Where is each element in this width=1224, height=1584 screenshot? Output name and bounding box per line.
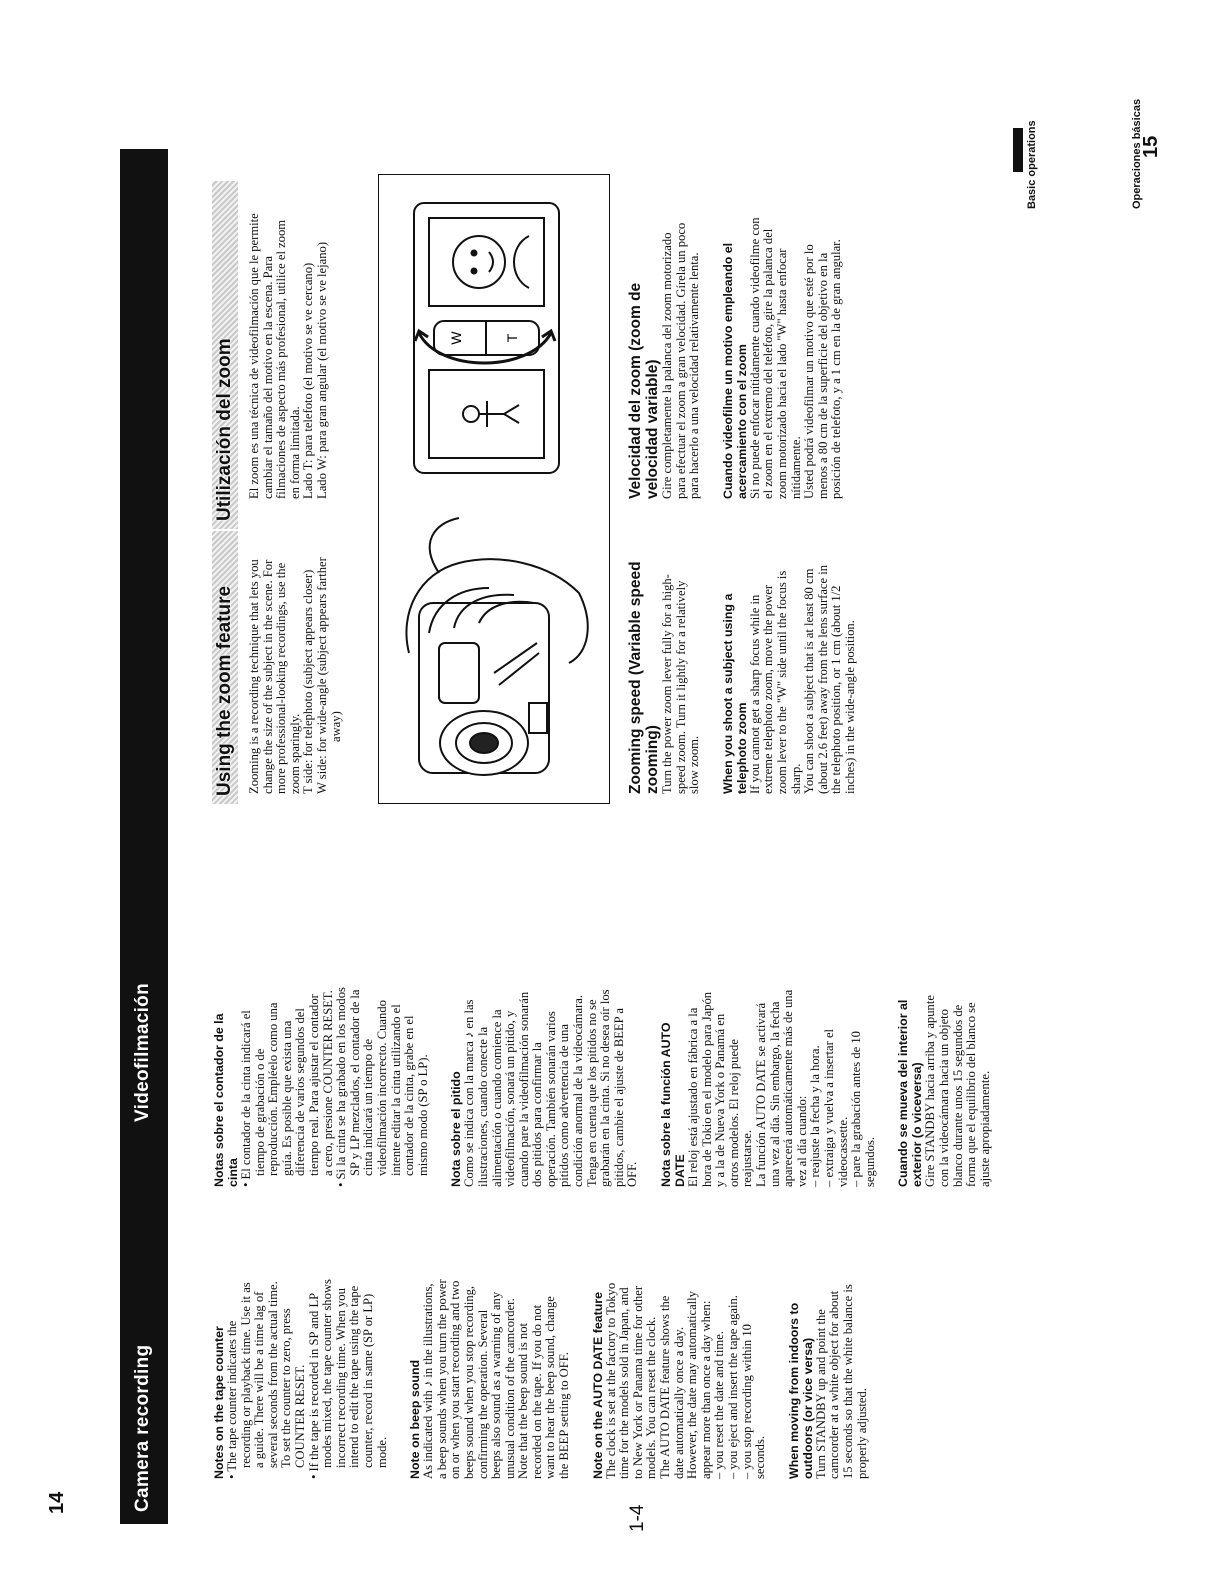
text-tape-counter-1: • The tape counter indicates the recording or playback time. Use it as a guide. There will be a time lag of several seconds from the actual time. To set the counter to zero, press COUNTER RESET. <box>225 1281 307 1479</box>
text-auto-date-es-1: El reloj está ajustado en fábrica a la hora de Tokio en el modelo para Japón y a la de Nueva York o Panamá en otros modelos. El reloj puede reajustarse. <box>686 991 755 1187</box>
section-label-english: Basic operations <box>1026 120 1038 209</box>
text-pitido: Como se indica con la marca ♪ en las ilustraciones, cuando conecte la alimentación o cuando comience la videofilmación, sonará un pitido, y cuando pare la videofilmación sonarán dos pitidos para confirmar la operación. También sonarán varios pitidos como advertencia de una condición anormal de la videocámara. Tenga en cuenta que los pitidos no se grabarán en la cinta. Si no desea oír los pitidos, cambie el ajuste de BEEP a OFF. <box>462 989 640 1187</box>
text-acercamiento-2: Usted podrá videofilmar un motivo que esté por lo menos a 80 cm de la superficie del objetivo en la posición de telefoto, y a 1 cm en la de gran angular. <box>802 239 844 499</box>
page-number-left: 14 <box>46 1491 68 1514</box>
text-auto-date-1: The clock is set at the factory to Tokyo time for the models sold in Japan, and to New York or Panama time for other models. You can reset the clock. <box>603 1282 659 1479</box>
text-acercamiento-1: Si no puede enfocar nítidamente cuando videofilme con el zoom en el extremo del telefoto, gire la palanca del zoom motorizado hacia el lado "W" hasta enfocar nítidamente. <box>747 217 803 499</box>
subject-small-icon <box>463 401 519 427</box>
column-zoom-notes-english <box>627 554 858 794</box>
text-telephoto-2: You can shoot a subject that is at least 80 cm (about 2.6 feet) away from the lens surface in the telephoto position, or 1 cm (about 1/2 inches) in the wide-angle position. <box>802 564 857 794</box>
section-label-spanish: Operaciones básicas <box>1131 98 1143 209</box>
page-number-side: 1-4 <box>627 1504 648 1532</box>
text-auto-date-list-1: – you reset the date and time. <box>712 1331 727 1479</box>
header-right-title: Videofilmación <box>132 983 153 1122</box>
text-beep: As indicated with ♪ in the illustrations, a beep sounds when you turn the power on or when you start recording and two beeps sound when you stop recording, confirming the operation. Several beeps also sound as a warning of any unusual condition of the camcorder. Note that the beep sound is not recorded on the tape. If you do not want to hear the beep sound, change the BEEP setting to OFF. <box>421 1279 572 1479</box>
column-zoom-intro-spanish <box>248 209 330 499</box>
text-contador-1: • El contador de la cinta indicará el tiempo de grabación o de reproducción. Empléelo como una guía. Es posible que exista una diferencia de varios segundos del tiempo real. Para ajustar el contador a cero, presione COUNTER RESET. <box>239 990 335 1187</box>
page-number-right: 15 <box>1140 135 1162 158</box>
header-left-title: Camera recording <box>132 1344 153 1512</box>
heading-contador: Notas sobre el contador de la cinta <box>212 1013 240 1187</box>
text-interior-exterior: Gire STANDBY hacia arriba y apunte con la videocámara hacia un objeto blanco durante unos 15 segundos de forma que el equilibrio del blanco se ajuste apropiadamente. <box>923 995 992 1187</box>
text-auto-date-es-2: La función AUTO DATE se activará una vez al día. Sin embargo, la fecha aparecerá automáticamente más de una vez al día cuando: <box>754 989 809 1187</box>
camcorder-zoom-drawing <box>379 173 611 803</box>
text-zoom-intro: Zooming is a recording technique that lets you change the size of the subject in the scene. For more professional-looking recordings, use the zoom sparingly. <box>247 559 302 794</box>
text-w-side: W side: for wide-angle (subject appears farther away) <box>314 557 343 794</box>
heading-indoor-outdoor: When moving from indoors to outdoors (or vice versa) <box>786 1302 815 1479</box>
text-contador-2: • Si la cinta se ha grabado en los modos SP y LP mezclados, el contador de la cinta indicará un tiempo de videofilmación incorrecto. Cuando intente editar la cinta utilizando el contador de la cinta, grabe en el mismo modo (SP o LP). <box>334 987 430 1187</box>
lever-w-label: W <box>448 331 464 345</box>
heading-zooming-speed: Zooming speed (Variable speed zooming) <box>627 561 661 794</box>
text-auto-date-2: The AUTO DATE feature shows the date automatically once a day. However, the date may automatically appear more than once a day when: <box>658 1291 713 1479</box>
heading-auto-date-es: Nota sobre la función AUTO DATE <box>659 1022 688 1187</box>
heading-beep: Note on beep sound <box>408 1359 423 1479</box>
hand-icon <box>406 518 587 663</box>
column-spanish-notes <box>212 987 992 1187</box>
text-lado-w: Lado W: para gran angular (el motivo se ve lejano) <box>314 241 329 499</box>
heading-tape-counter: Notes on the tape counter <box>212 1326 226 1479</box>
lever-t-label: T <box>504 333 520 343</box>
column-english-notes <box>212 1279 869 1479</box>
text-indoor-outdoor: Turn STANDBY up and point the camcorder at a white object for about 15 seconds so that the white balance is properly adjusted. <box>813 1284 869 1479</box>
heading-pitido: Nota sobre el pitido <box>449 1071 464 1187</box>
subject-large-icon <box>453 236 529 288</box>
heading-velocidad-zoom: Velocidad del zoom (zoom de velocidad variable) <box>627 282 661 499</box>
text-lado-t: Lado T: para telefoto (el motivo se ve cercano) <box>301 262 316 499</box>
banner-utilizacion-zoom: Utilización del zoom <box>212 181 238 529</box>
column-zoom-intro-english <box>248 554 343 794</box>
text-auto-date-list-2: – you eject and insert the tape again. <box>726 1295 740 1479</box>
heading-acercamiento: Cuando videofilme un motivo empleando el acercamiento con el zoom <box>720 242 749 499</box>
section-marker <box>1013 128 1023 172</box>
text-telephoto-1: If you cannot get a sharp focus while in extreme telephoto zoom, move the power zoom lever to the "W" side until the focus is sharp. <box>747 570 803 794</box>
text-auto-date-list-3: – you stop recording within 10 seconds. <box>739 1324 768 1479</box>
camcorder-icon <box>419 603 549 775</box>
text-zoom-intro-es: El zoom es una técnica de videofilmación que le permite cambiar el tamaño del motivo en la escena. Para filmaciones de aspecto más profesional, utilice el zoom en forma limitada. <box>247 213 302 499</box>
header-bar <box>120 149 168 1524</box>
text-auto-date-es-list-1: – reajuste la fecha y la hora. <box>808 1045 823 1187</box>
column-zoom-notes-spanish <box>627 209 844 499</box>
text-zooming-speed: Turn the power zoom lever fully for a high-speed zoom. Turn it lightly for a relatively slow zoom. <box>660 574 702 794</box>
text-auto-date-es-list-2: – extraiga y vuelva a insertar el videocassette. <box>821 1028 850 1187</box>
banner-using-zoom: Using the zoom feature <box>212 531 238 804</box>
heading-auto-date: Note on the AUTO DATE feature <box>590 1291 605 1479</box>
text-tape-counter-2: • If the tape is recorded in SP and LP modes mixed, the tape counter shows incorrect recording time. When you intend to edit the tape using the tape counter, record in same (SP or LP) mode. <box>306 1279 389 1479</box>
heading-telephoto: When you shoot a subject using a telephoto zoom <box>720 593 749 794</box>
zoom-illustration <box>378 174 610 804</box>
text-velocidad-zoom: Gire completamente la palanca del zoom motorizado para efectuar el zoom a gran velocidad. Gírela un poco para hacerlo a una velocidad relativamente lenta. <box>660 222 702 499</box>
text-t-side: T side: for telephoto (subject appears closer) <box>301 569 316 794</box>
heading-interior-exterior: Cuando se mueva del interior al exterior (o viceversa) <box>896 999 925 1187</box>
text-auto-date-es-list-3: – pare la grabación antes de 10 segundos. <box>849 1031 877 1187</box>
tele-view-frame <box>429 218 544 306</box>
